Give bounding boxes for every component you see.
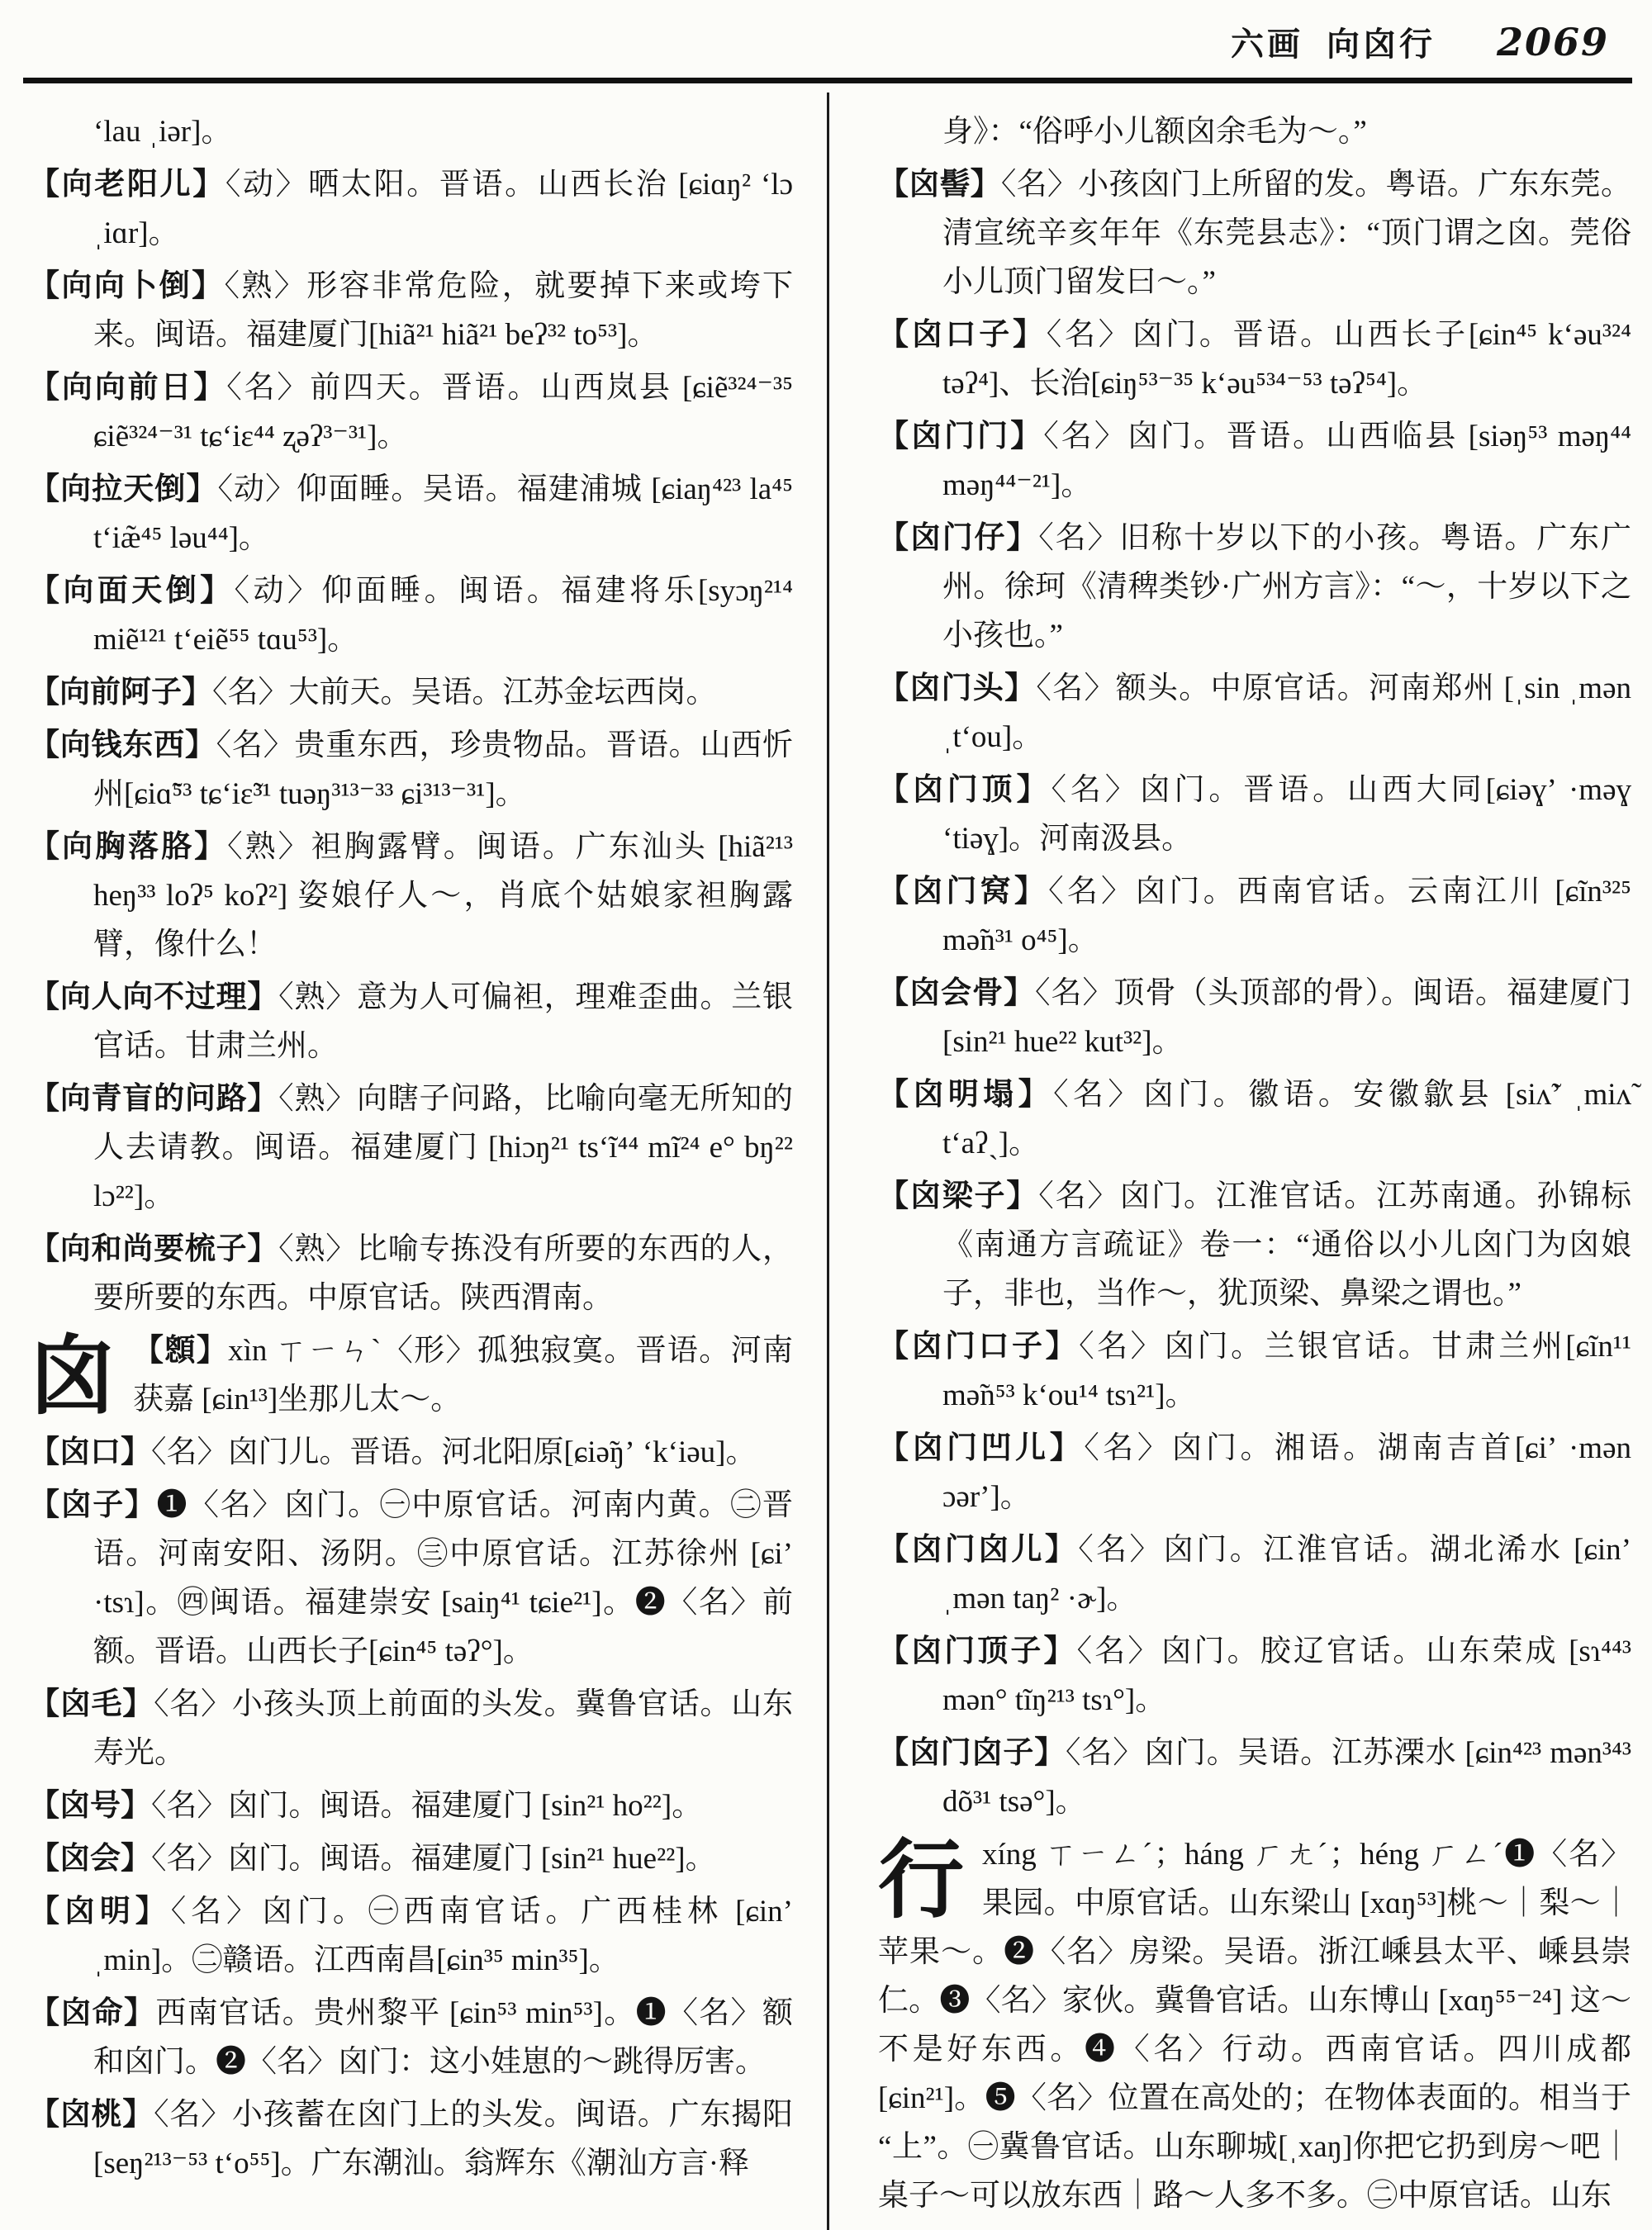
entry-headword: 【囟会】 [29,1842,151,1876]
entry-headword: 【囟命】 [29,1996,156,2030]
entry-headword: 【囟毛】 [29,1687,154,1721]
dictionary-entry [878,1322,1631,1420]
left-column [29,107,793,2192]
entry-body: 〈名〉囟门。湘语。湖南吉首[ɕiʼ ·mən ɔərʼ]。 [942,1431,1631,1514]
entry-headword: 【向和尚要梳子】 [29,1232,279,1266]
entry-body: 〈名〉囟门。闽语。福建厦门 [sin²¹ hue²²]。 [151,1842,716,1876]
entry-body: 〈名〉前四天。晋语。山西岚县 [ɕiẽ³²⁴⁻³⁵ ɕiẽ³²⁴⁻³¹ tɕʻiɛ⁴⁴ ʐəʔ³⁻³¹]。 [93,371,793,453]
entry-headword: 【向向卜倒】 [29,269,225,303]
dictionary-entry [29,1782,793,1830]
entry-body: 〈名〉额头。中原官话。河南郑州 [ˌsin ˌmən ˌtʻou]。 [942,671,1631,754]
entry-headword: 【向老阳儿】 [29,168,225,202]
entry-headword: 【向前阿子】 [29,676,212,709]
entry-body: xìn ㄒㄧㄣˋ〈形〉孤独寂寞。晋语。河南获嘉 [ɕin¹³]坐那儿太～。 [133,1334,794,1416]
entry-body: 〈名〉囟门。兰银官话。甘肃兰州[ɕĩn¹¹ mə̃n⁵³ kʻou¹⁴ tsɿ²¹]。 [942,1330,1632,1412]
dictionary-entry [878,160,1631,306]
dictionary-entry [878,1627,1631,1725]
dictionary-entry [29,721,793,818]
entry-headword: 【顖】 [133,1334,229,1368]
entry-body: 〈名〉囟门。闽语。福建厦门 [sin²¹ ho²²]。 [151,1789,703,1823]
entry-headword: 【囟门凹儿】 [878,1431,1085,1465]
entry-headword: 【向面天倒】 [29,574,235,608]
dictionary-entry [29,668,793,717]
dictionary-entry [29,973,793,1070]
dictionary-entry [878,1729,1631,1826]
entry-headword: 【囟髻】 [878,168,1001,202]
entry-headword: 【囟明塌】 [878,1078,1054,1112]
entry-headword: 【囟门头】 [878,671,1037,705]
entry-headword: 【囟梁子】 [878,1179,1039,1213]
entry-body: 〈名〉囟门。西南官话。云南江川 [ɕĩn³²⁵ mə̃n³¹ o⁴⁵]。 [942,875,1632,957]
dictionary-entry [29,107,793,156]
entry-body: 〈名〉小孩囟门上所留的发。粤语。广东东莞。清宣统辛亥年年《东莞县志》：“顶门谓之囟。莞俗小儿顶门留发曰～。” [942,168,1632,299]
entry-body: ❶〈名〉囟门。㊀中原官话。河南内黄。㊁晋语。河南安阳、汤阴。㊂中原官话。江苏徐州 [ɕiʼ ·tsɿ]。㊃闽语。福建崇安 [saiŋ⁴¹ tɕie²¹]。❷〈名〉前额。晋语。山西长子[ɕin⁴⁵ təʔ°]。 [93,1488,794,1668]
entry-body: 〈熟〉形容非常危险，就要掉下来或垮下来。闽语。福建厦门[hiã²¹ hiã²¹ beʔ³² to⁵³]。 [93,269,794,352]
dictionary-entry [29,567,793,664]
entry-headword: 【向拉天倒】 [29,472,218,506]
dictionary-entry [878,311,1631,408]
entry-body: 〈名〉囟门。㊀西南官话。广西桂林 [ɕinʼ ˌmin]。㊁赣语。江西南昌[ɕin³⁵ min³⁵]。 [93,1895,794,1977]
entry-headword: 【囟桃】 [29,2098,154,2132]
entry-headword: 【囟门囟儿】 [878,1533,1079,1567]
entry-body: xíng ㄒㄧㄥˊ；háng ㄏㄤˊ；héng ㄏㄥˊ❶〈名〉果园。中原官话。山东梁山 [xɑŋ⁵³]桃～｜梨～｜苹果～。❷〈名〉房梁。吴语。浙江嵊县太平、嵊县崇仁。❸〈名〉家伙。冀鲁官话。山东博山 [xɑŋ⁵⁵⁻²⁴] 这～不是好东西。❹〈名〉行动。西南官话。四川成都 [ɕin²¹]。❺〈名〉位置在高处的；在物体表面的。相当于“上”。㊀冀鲁官话。山东聊城[ˌxaŋ]你把它扔到房～吧｜桌子～可以放东西｜路～人多不多。㊁中原官话。山东 [878,1838,1631,2213]
dictionary-entry [878,969,1631,1066]
head-character: 囟 [29,1330,116,1425]
dictionary-entry [29,1834,793,1883]
entry-headword: 【囟口】 [29,1435,151,1469]
right-column [878,107,1631,2224]
entry-headword: 【向人向不过理】 [29,980,279,1014]
entry-headword: 【囟门囟子】 [878,1736,1066,1770]
entry-body: 身》：“俗呼小儿额囟余毛为～。” [942,115,1367,149]
dictionary-entry [29,363,793,461]
head-character: 行 [878,1834,965,1929]
running-head-chars: 向囟行 [1326,26,1436,63]
entry-body: 〈名〉囟门。晋语。山西临县 [siəŋ⁵³ məŋ⁴⁴ məŋ⁴⁴⁻²¹]。 [942,420,1631,502]
entry-body: 西南官话。贵州黎平 [ɕin⁵³ min⁵³]。❶〈名〉额和囟门。❷〈名〉囟门：这小娃崽的～跳得厉害。 [93,1996,794,2079]
entry-body: 〈熟〉意为人可偏袒，理难歪曲。兰银官话。甘肃兰州。 [93,980,794,1063]
entry-body: 〈熟〉袒胸露臂。闽语。广东汕头 [hiã²¹³ heŋ³³ loʔ⁵ koʔ²] 姿娘仔人～，肖底个姑娘家袒胸露臂，像什么！ [93,830,793,961]
dictionary-entry [878,664,1631,762]
entry-body: 〈动〉仰面睡。闽语。福建将乐[syɔŋ²¹⁴ miẽ¹²¹ tʻeiẽ⁵⁵ tɑu⁵³]。 [93,574,794,657]
entry-headword: 【向青盲的问路】 [29,1082,279,1116]
dictionary-entry [878,107,1631,156]
entry-headword: 【囟门口子】 [878,1330,1080,1364]
entry-headword: 【向胸落胳】 [29,830,228,864]
dictionary-entry [878,412,1631,510]
entry-headword: 【囟门门】 [878,420,1044,453]
entry-headword: 【囟口子】 [878,318,1047,352]
dictionary-entry [29,1481,793,1676]
dictionary-entry [29,2090,793,2188]
dictionary-entry [29,262,793,359]
dictionary-entry [878,1424,1631,1521]
entry-body: 〈熟〉向瞎子问路，比喻向毫无所知的人去请教。闽语。福建厦门 [hiɔŋ²¹ tsʻĩ⁴⁴ mĩ²⁴ e° bŋ²² lɔ²²]。 [93,1082,794,1213]
entry-headword: 【囟门窝】 [878,875,1049,909]
entry-headword: 【囟明】 [29,1895,171,1929]
entry-headword: 【囟门顶】 [878,773,1051,807]
entry-body: 〈名〉囟门。江淮官话。湖北浠水 [ɕinʼ ˌmən taŋ² ·ɚ]。 [942,1533,1631,1616]
dictionary-entry [29,160,793,258]
entry-headword: 【囟子】 [29,1488,157,1522]
entry-headword: 【囟门仔】 [878,521,1039,555]
entry-body: 〈名〉小孩头顶上前面的头发。冀鲁官话。山东寿光。 [93,1687,794,1770]
entry-headword: 【囟会骨】 [878,976,1035,1010]
entry-body: 〈名〉囟门。吴语。江苏溧水 [ɕin⁴²³ mən³⁴³ dõ³¹ tsə°]。 [942,1736,1631,1819]
running-head [1231,18,1609,65]
entry-body: 〈名〉囟门。徽语。安徽歙县 [siʌ̃ʼ ˌmiʌ̃ tʻaʔˎ]。 [942,1078,1632,1160]
dictionary-entry [29,1680,793,1777]
dictionary-entry [29,1225,793,1322]
dictionary-entry [878,1830,1631,2220]
dictionary-entry [878,766,1631,863]
page-number: 2069 [1496,20,1609,64]
entry-body: 〈名〉小孩蓄在囟门上的头发。闽语。广东揭阳[seŋ²¹³⁻⁵³ tʻo⁵⁵]。广东潮汕。翁辉东《潮汕方言·释 [93,2098,794,2180]
dictionary-entry [29,465,793,562]
column-divider [827,93,829,2230]
entry-headword: 【向钱东西】 [29,728,216,762]
entry-body: 〈名〉贵重东西，珍贵物品。晋语。山西忻州[ɕiɑ̃⁵³ tɕʻiɛ̃³¹ tuəŋ³¹³⁻³³ ɕi³¹³⁻³¹]。 [93,728,793,811]
dictionary-entry [29,823,793,969]
entry-body: 〈名〉顶骨（头顶部的骨）。闽语。福建厦门[sin²¹ hue²² kut³²]。 [942,976,1631,1059]
dictionary-entry [878,1172,1631,1318]
dictionary-entry [29,1075,793,1221]
entry-headword: 【向向前日】 [29,371,227,405]
entry-body: 〈名〉囟门。江淮官话。江苏南通。孙锦标《南通方言疏证》卷一：“通俗以小儿囟门为囟娘子，非也，当作～，犹顶梁、鼻梁之谓也。” [942,1179,1632,1311]
running-head-section: 六画 [1230,26,1303,63]
entry-body: 〈名〉囟门。胶辽官话。山东荣成 [sɿ⁴⁴³ mən° tĩŋ²¹³ tsɿ°]。 [942,1635,1632,1717]
entry-headword: 【囟门顶子】 [878,1635,1077,1668]
dictionary-entry [29,1887,793,1985]
entry-body: 〈名〉旧称十岁以下的小孩。粤语。广东广州。徐珂《清稗类钞·广州方言》：“～，十岁以下之小孩也。” [942,521,1632,652]
dictionary-entry [878,1070,1631,1168]
entry-body: 〈名〉囟门。晋语。山西长子[ɕin⁴⁵ kʻəu³²⁴ təʔ⁴]、长治[ɕiŋ⁵³⁻³⁵ kʻəu⁵³⁴⁻⁵³ təʔ⁵⁴]。 [942,318,1632,401]
dictionary-entry [878,867,1631,965]
entry-body: 〈动〉晒太阳。晋语。山西长治 [ɕiɑŋ² ʻlɔ ˌiɑr]。 [93,168,793,250]
dictionary-entry [878,1525,1631,1623]
entry-body: 〈名〉大前天。吴语。江苏金坛西岗。 [212,676,717,709]
dictionary-entry [29,1326,793,1424]
dictionary-entry [29,1428,793,1477]
entry-body: 〈名〉囟门。晋语。山西大同[ɕiəɣʼ ·məɣ ʻtiəɣ]。河南汲县。 [942,773,1632,856]
entry-body: 〈动〉仰面睡。吴语。福建浦城 [ɕiaŋ⁴²³ la⁴⁵ tʻiæ̃⁴⁵ ləu⁴⁴]。 [93,472,793,555]
entry-body: ʻlau ˌiər]。 [93,115,232,149]
dictionary-entry [878,514,1631,660]
entry-headword: 【囟号】 [29,1789,151,1823]
entry-body: 〈名〉囟门儿。晋语。河北阳原[ɕiə̃ŋʼ ʻkʻiəu]。 [151,1435,757,1469]
dictionary-entry [29,1989,793,2086]
entry-body: 〈熟〉比喻专拣没有所要的东西的人，要所要的东西。中原官话。陕西渭南。 [93,1232,794,1315]
header-rule [23,78,1632,83]
